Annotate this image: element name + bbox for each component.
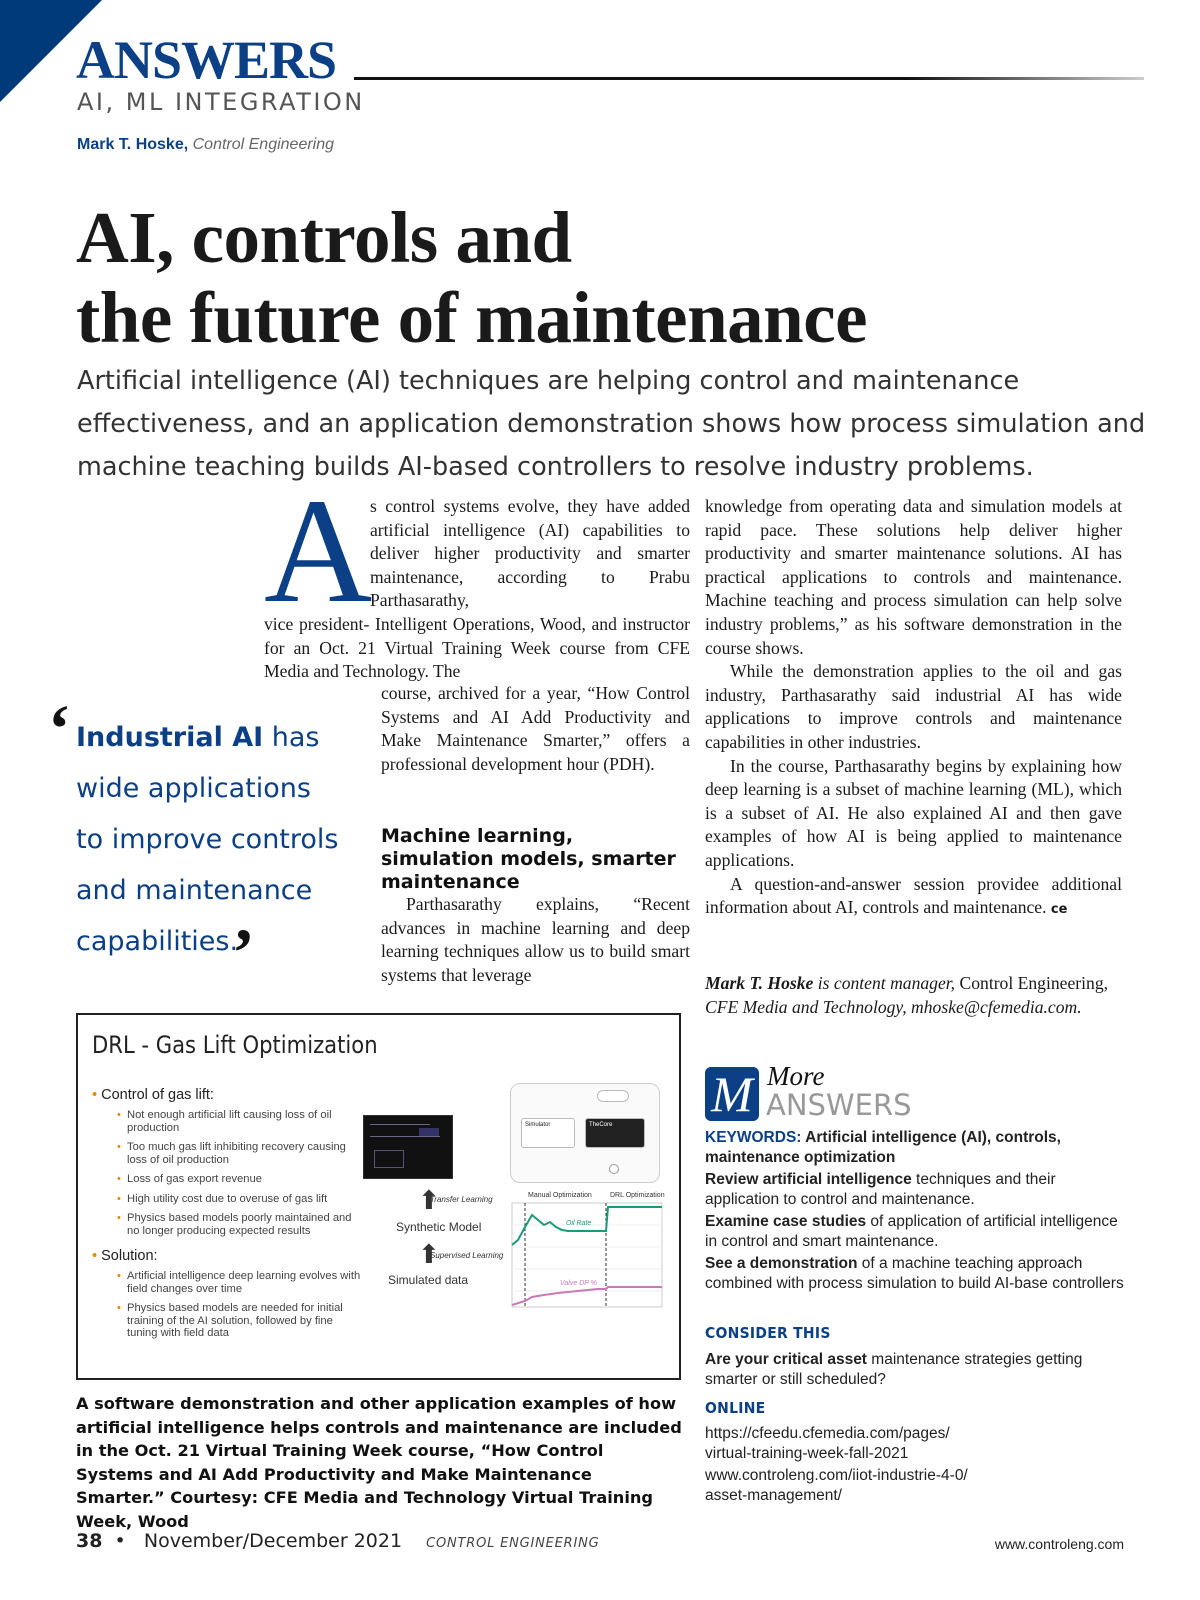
optimization-chart bbox=[498, 1185, 668, 1320]
open-quote-icon: ‘ bbox=[48, 690, 71, 766]
figure-item: • Physics based models poorly maintained and no longer producing expected results bbox=[127, 1212, 362, 1237]
screenshot-thumbnail bbox=[363, 1115, 453, 1179]
pull-quote: Industrial AI has wide applications to improve controls and maintenance capabilities. bbox=[76, 722, 339, 957]
transfer-label: Transfer Learning bbox=[430, 1195, 493, 1204]
body-para-c2-2: While the demonstration applies to the oil and gas industry, Parthasarathy said industrial AI has wide applications to improve controls and maintenance capabilities in other industries. bbox=[705, 661, 1122, 752]
body-column-2 bbox=[705, 495, 1122, 922]
outlet: Control Engineering bbox=[192, 136, 335, 153]
figure-caption: A software demonstration and other application examples of how artificial intelligence helps controls and maintenance are included in the Oct. 21 Virtual Training Week course, “How Control Systems and AI Add Productivity and Make Maintenance Smarter.” Courtesy: CFE Media and Technology Virtual Training Week, Wood bbox=[76, 1394, 682, 1531]
figure-item: • Artificial intelligence deep learning evolves with field changes over time bbox=[127, 1270, 362, 1295]
simulator-node: Simulator bbox=[521, 1118, 575, 1148]
oil-rate-label: Oil Rate bbox=[566, 1220, 592, 1227]
figure-item: • High utility cost due to overuse of gas lift bbox=[127, 1193, 362, 1206]
supervised-label: Supervised Learning bbox=[430, 1251, 504, 1260]
body-para-2: Parthasarathy explains, “Recent advances in machine learning and deep learning techniques allow us to build smart systems that leverage bbox=[381, 894, 690, 985]
body-para-1a: s control systems evolve, they have added artificial intelligence (AI) capabilities to deliver higher productivity and smarter maintenance, according to Prabu Parthasarathy, bbox=[370, 496, 690, 611]
figure-title: DRL - Gas Lift Optimization bbox=[92, 1031, 378, 1059]
review-item: Review artificial intelligence techniques and their application to control and maintenance. bbox=[705, 1171, 1056, 1208]
consider-heading: CONSIDER THIS bbox=[705, 1324, 831, 1342]
online-link-1[interactable]: https://cfeedu.cfemedia.com/pages/ virtual-training-week-fall-2021 bbox=[705, 1425, 950, 1462]
simulated-label: Simulated data bbox=[388, 1273, 469, 1287]
author-bio: Mark T. Hoske is content manager, Control Engineering, CFE Media and Technology, mhoske@cfemedia.com. bbox=[705, 973, 1109, 1017]
consider-item: Are your critical asset maintenance strategies getting smarter or still scheduled? bbox=[705, 1351, 1083, 1388]
online-heading: ONLINE bbox=[705, 1399, 766, 1417]
thecore-node: TheCore bbox=[585, 1118, 645, 1148]
body-para-1b: vice president- Intelligent Operations, Wood, and instructor for an Oct. 21 Virtual Training Week course from CFE Media and Technology. The bbox=[264, 614, 690, 682]
valve-label: Valve DP % bbox=[560, 1280, 597, 1287]
more-answers-logo: M bbox=[705, 1067, 759, 1121]
figure-item: • Loss of gas export revenue bbox=[127, 1173, 362, 1186]
arrow-up-icon: ⬆ bbox=[418, 1239, 440, 1269]
subhead: Machine learning, simulation models, smarter maintenance bbox=[381, 825, 676, 893]
figure-item: • Too much gas lift inhibiting recovery causing loss of oil production bbox=[127, 1141, 362, 1166]
article-deck: Artificial intelligence (AI) techniques are helping control and maintenance effectiveness, and an application demonstration shows how process simulation and machine teaching builds AI-based controllers to resolve industry problems. bbox=[77, 366, 1146, 482]
footer-url[interactable]: www.controleng.com bbox=[994, 1536, 1124, 1552]
body-para-c2-4: A question-and-answer session providee additional information about AI, controls and maintenance. ce bbox=[705, 873, 1122, 918]
figure-heading-1: • Control of gas lift: bbox=[92, 1087, 362, 1103]
figure-heading-2: • Solution: bbox=[92, 1248, 362, 1264]
body-para-c2-1: knowledge from operating data and simulation models at rapid pace. These solutions help deliver higher productivity and smarter maintenance solutions. AI has practical applications to controls and maintenance. Machine teaching and process simulation can help solve industry problems,” as his software demonstration in the course shows. bbox=[705, 496, 1122, 658]
drop-cap: A bbox=[264, 468, 373, 634]
synthetic-label: Synthetic Model bbox=[396, 1220, 482, 1234]
examine-item: Examine case studies of application of artificial intelligence in control and smart maintenance. bbox=[705, 1213, 1118, 1250]
figure-slide bbox=[76, 1013, 681, 1380]
manual-label: Manual Optimization bbox=[528, 1192, 592, 1199]
drl-label: DRL Optimization bbox=[610, 1192, 665, 1199]
keywords: KEYWORDS: Artificial intelligence (AI), controls, maintenance optimization bbox=[705, 1129, 1061, 1166]
arrow-up-icon: ⬆ bbox=[418, 1185, 440, 1215]
figure-item: • Not enough artificial lift causing loss of oil production bbox=[127, 1109, 362, 1134]
folio: 38 • November/December 2021 CONTROL ENGINEERING bbox=[76, 1530, 600, 1552]
answers-label: ANSWERS bbox=[766, 1088, 912, 1122]
close-quote-icon: ’ bbox=[232, 914, 255, 990]
section-brand: ANSWERS bbox=[76, 30, 337, 90]
byline bbox=[77, 136, 334, 154]
see-item: See a demonstration of a machine teaching approach combined with process simulation to build AI-base controllers bbox=[705, 1255, 1124, 1292]
body-para-c2-3: In the course, Parthasarathy begins by explaining how deep learning is a subset of machine learning (ML), which is a subset of AI. He also explained AI and then gave examples of how AI is being applied to maintenance applications. bbox=[705, 755, 1122, 870]
section-topic: AI, ML INTEGRATION bbox=[77, 88, 365, 116]
figure-item: • Physics based models are needed for initial training of the AI solution, followed by fine tuning with field data bbox=[127, 1302, 362, 1340]
author: Mark T. Hoske, bbox=[77, 136, 189, 153]
article-title: AI, controls and the future of maintenance bbox=[76, 197, 868, 358]
more-label: More bbox=[767, 1061, 825, 1091]
workflow-panel bbox=[510, 1083, 660, 1183]
online-link-2[interactable]: www.controleng.com/iiot-industrie-4-0/ asset-management/ bbox=[705, 1467, 968, 1504]
figure-bullets bbox=[92, 1087, 362, 1347]
header-rule bbox=[354, 77, 1144, 80]
end-mark: ce bbox=[1050, 902, 1068, 918]
body-para-1c: course, archived for a year, “How Control Systems and AI Add Productivity and Make Maintenance Smarter,” offers a professional development hour (PDH). bbox=[381, 683, 690, 774]
